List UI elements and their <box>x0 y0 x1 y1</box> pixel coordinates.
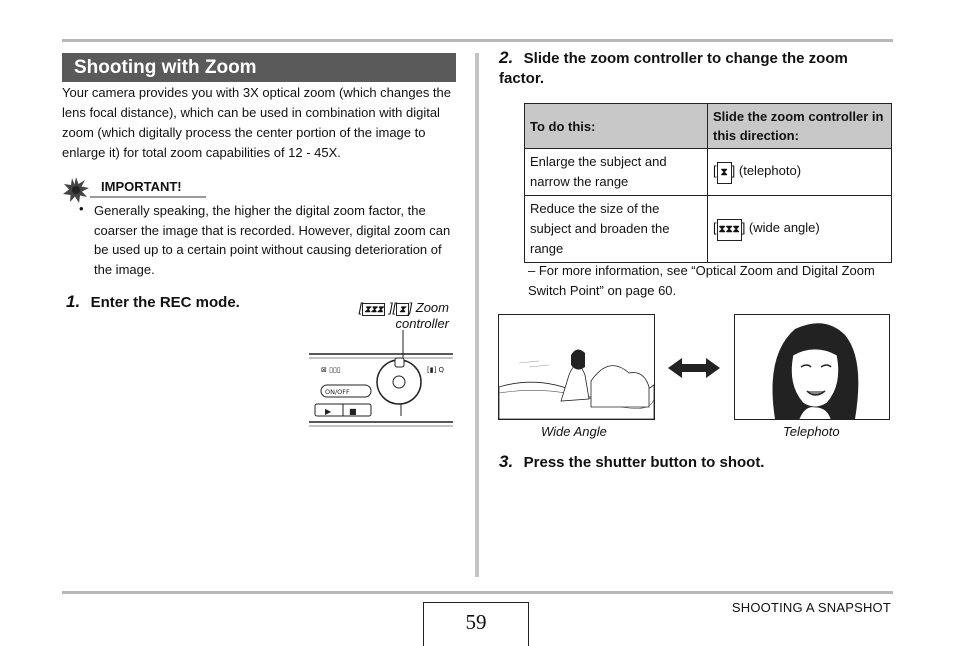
step-1-text: Enter the REC mode. <box>90 294 240 311</box>
svg-text:ON/OFF: ON/OFF <box>325 388 350 396</box>
zoom-direction-table <box>524 103 892 263</box>
table-cell-direction: [ ⧗⧗⧗ ] (wide angle) <box>708 196 892 263</box>
intro-paragraph: Your camera provides you with 3X optical zoom (which changes the lens focal distance), which can be used in combination with digital zoom (which digitally process the center portion of the image to enlarge it) for total zoom capabilities of 12 - 45X. <box>62 85 452 160</box>
step-1 <box>66 292 240 312</box>
wide-angle-photo <box>498 314 655 420</box>
page-number: 59 <box>423 602 529 646</box>
telephoto-caption: Telephoto <box>783 424 840 439</box>
step-3-text: Press the shutter button to shoot. <box>523 454 765 471</box>
important-label: IMPORTANT! <box>101 179 182 194</box>
svg-text:[▮] Q: [▮] Q <box>427 366 445 374</box>
step-1-number: 1. <box>66 292 81 311</box>
table-header-direction: Slide the zoom controller in this direction: <box>708 104 892 149</box>
important-underline <box>90 196 206 198</box>
table-header-action: To do this: <box>525 104 708 149</box>
bottom-rule <box>62 591 893 594</box>
telephoto-photo <box>734 314 890 420</box>
camera-top-illustration <box>307 330 455 432</box>
column-divider <box>475 53 479 577</box>
wide-angle-icon: ⧗⧗⧗ <box>364 304 384 314</box>
reference-note: – For more information, see “Optical Zoom and Digital Zoom Switch Point” on page 60. <box>528 263 875 298</box>
double-arrow-icon <box>668 357 720 379</box>
step-2-number: 2. <box>499 48 514 67</box>
wide-angle-icon: ⧗⧗⧗ <box>717 219 742 241</box>
table-row <box>525 196 892 263</box>
step-3-number: 3. <box>499 452 514 471</box>
wide-angle-caption: Wide Angle <box>541 424 607 439</box>
table-row <box>525 149 892 196</box>
telephoto-icon: ⧗ <box>717 162 732 184</box>
table-cell-direction: [ ⧗ ] (telephoto) <box>708 149 892 196</box>
footer-section-title: SHOOTING A SNAPSHOT <box>731 600 891 615</box>
important-bullet-text: Generally speaking, the higher the digital zoom factor, the coarser the image that is recorded. However, digital zoom can be used up to a certain point without causing deterioration of the image. <box>94 203 451 277</box>
telephoto-icon: ⧗ <box>396 303 408 316</box>
zoom-controller-caption: [ ⧗⧗⧗ ][ ⧗ ] Zoom controller <box>358 300 449 331</box>
bullet-icon: • <box>79 201 84 216</box>
step-2-text: Slide the zoom controller to change the zoom factor. <box>499 50 848 87</box>
svg-text:▶: ▶ <box>325 407 332 416</box>
table-cell-action: Enlarge the subject and narrow the range <box>525 149 708 196</box>
section-title: Shooting with Zoom <box>62 53 456 82</box>
step-3 <box>499 452 764 472</box>
top-rule <box>62 39 893 42</box>
svg-text:■: ■ <box>349 407 357 416</box>
table-cell-action: Reduce the size of the subject and broaden the range <box>525 196 708 263</box>
step-2 <box>499 48 894 89</box>
burst-star-icon <box>62 176 90 204</box>
svg-text:⊠ ▯▯▯: ⊠ ▯▯▯ <box>321 366 341 374</box>
